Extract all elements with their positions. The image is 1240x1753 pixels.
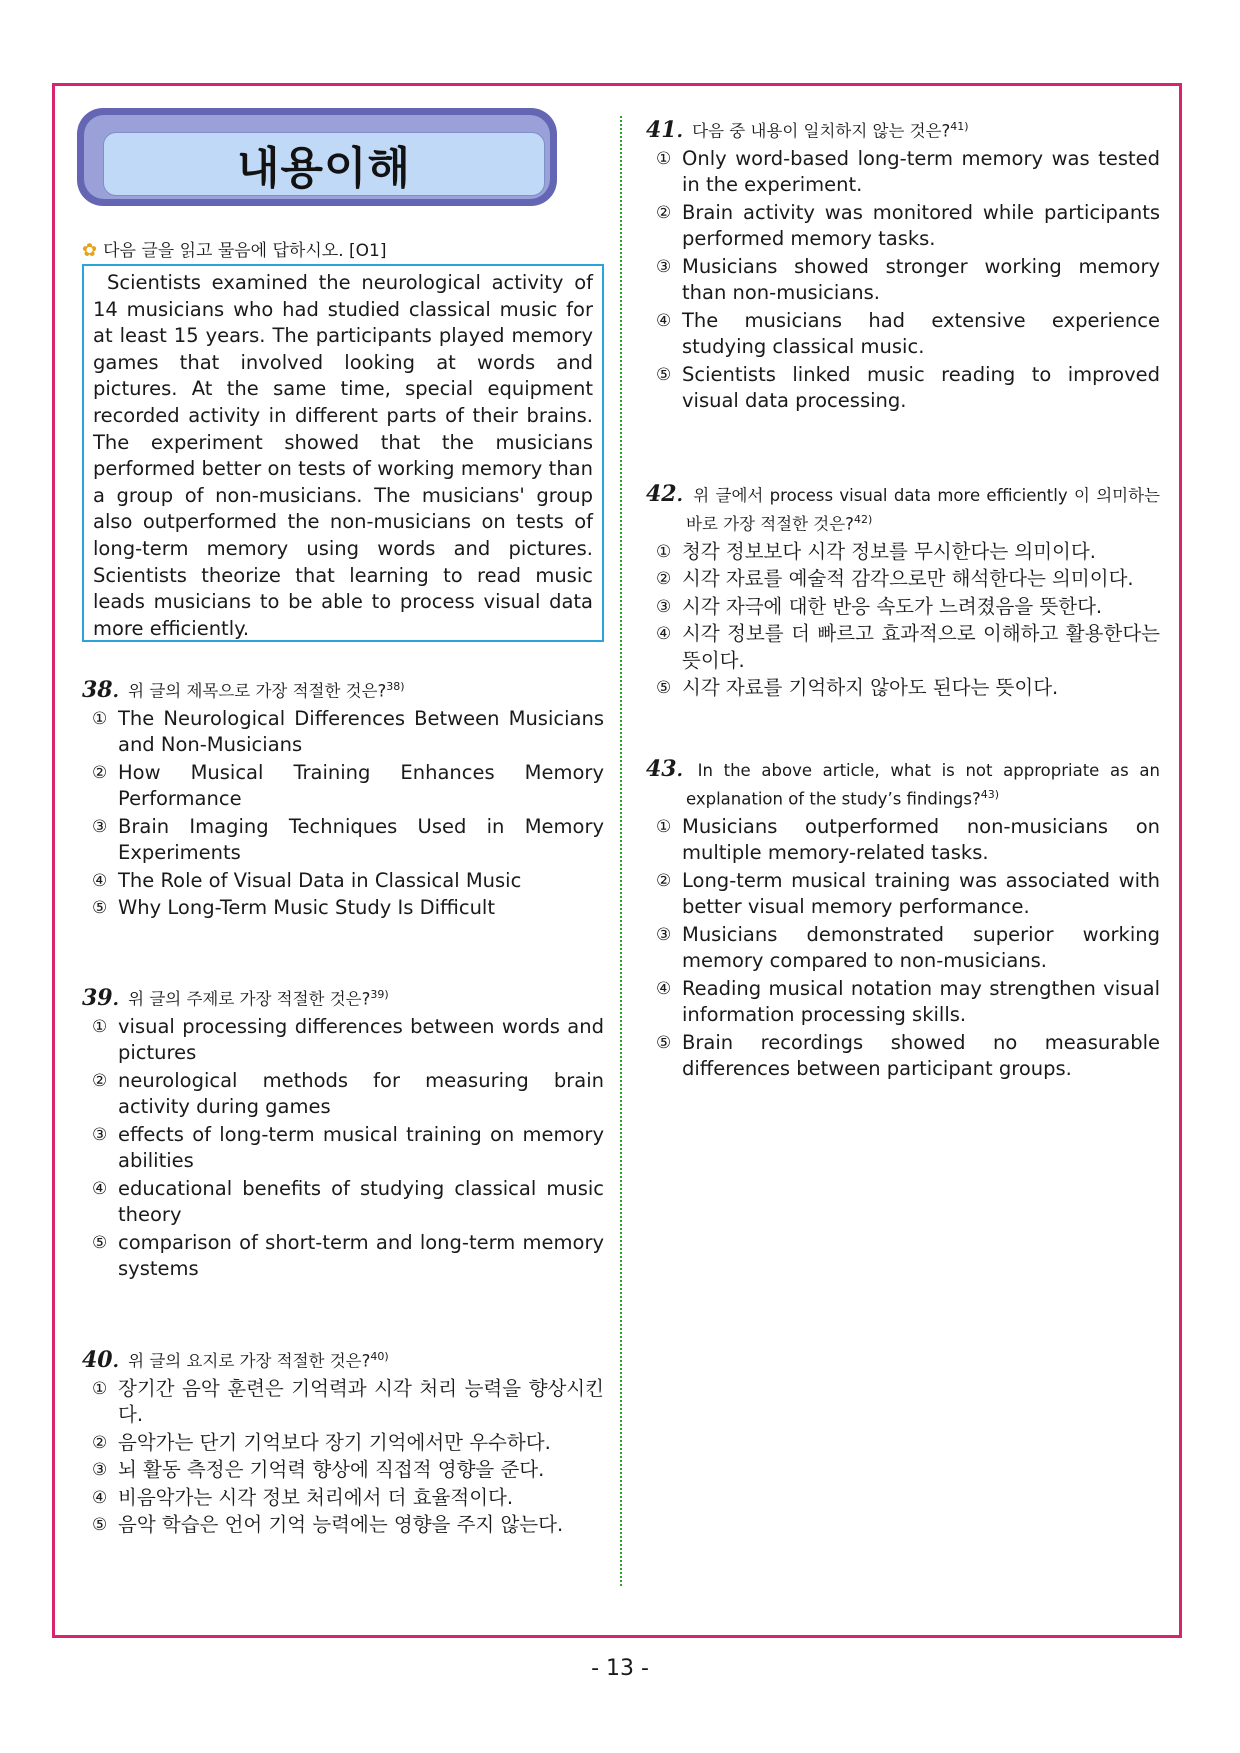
question-number: 42. bbox=[646, 481, 683, 507]
option[interactable]: ⑤ 시각 자료를 기억하지 않아도 된다는 뜻이다. bbox=[656, 676, 1059, 699]
option[interactable]: ⑤ comparison of short-term and long-term memory systems bbox=[92, 1230, 604, 1280]
question-prompt: In the above article, what is not appropriate as an explanation of the study’s findings? bbox=[686, 761, 1160, 809]
question-39 bbox=[82, 983, 604, 1284]
option[interactable]: ④ Reading musical notation may strengthen visual information processing skills. bbox=[656, 976, 1160, 1026]
option[interactable]: ② Brain activity was monitored while participants performed memory tasks. bbox=[656, 200, 1160, 250]
option[interactable]: ② How Musical Training Enhances Memory Performance bbox=[92, 760, 604, 810]
option[interactable]: ① 장기간 음악 훈련은 기억력과 시각 처리 능력을 향상시킨다. bbox=[92, 1376, 604, 1426]
section-title: 내용이해 bbox=[236, 143, 411, 194]
option[interactable]: ③ Musicians demonstrated superior working memory compared to non-musicians. bbox=[656, 922, 1160, 972]
question-38 bbox=[82, 675, 604, 923]
footnote-ref: 42) bbox=[853, 513, 873, 526]
section-title-banner bbox=[77, 108, 557, 206]
option[interactable]: ① visual processing differences between words and pictures bbox=[92, 1014, 604, 1064]
instruction-text: 다음 글을 읽고 물음에 답하시오. [O1] bbox=[103, 241, 387, 261]
option[interactable]: ① Only word-based long-term memory was tested in the experiment. bbox=[656, 146, 1160, 196]
option[interactable]: ④ 비음악가는 시각 정보 처리에서 더 효율적이다. bbox=[92, 1485, 514, 1509]
question-42 bbox=[646, 482, 1160, 703]
question-prompt: 위 글에서 process visual data more efficiently 이 의미하는 바로 가장 적절한 것은? bbox=[686, 486, 1160, 534]
option[interactable]: ③ 시각 자극에 대한 반응 속도가 느려졌음을 뜻한다. bbox=[656, 594, 1103, 618]
option[interactable]: ① Musicians outperformed non-musicians on multiple memory-related tasks. bbox=[656, 814, 1160, 864]
question-40 bbox=[82, 1345, 604, 1540]
option[interactable]: ⑤ Why Long-Term Music Study Is Difficult bbox=[92, 896, 495, 919]
question-prompt: 다음 중 내용이 일치하지 않는 것은? bbox=[692, 121, 951, 141]
footnote-ref: 40) bbox=[370, 1350, 389, 1363]
question-number: 40. bbox=[82, 1346, 119, 1373]
option[interactable]: ⑤ 음악 학습은 언어 기억 능력에는 영향을 주지 않는다. bbox=[92, 1513, 564, 1536]
question-prompt: 위 글의 주제로 가장 적절한 것은? bbox=[128, 989, 371, 1009]
option[interactable]: ② Long-term musical training was associated with better visual memory performance. bbox=[656, 868, 1160, 918]
footnote-ref: 38) bbox=[386, 680, 405, 693]
option[interactable]: ③ effects of long-term musical training on memory abilities bbox=[92, 1122, 604, 1172]
instruction bbox=[82, 236, 386, 261]
page-number: - 13 - bbox=[591, 1656, 649, 1681]
reading-passage bbox=[82, 264, 604, 642]
question-43 bbox=[646, 757, 1160, 1084]
option[interactable]: ② 시각 자료를 예술적 감각으로만 해석한다는 의미이다. bbox=[656, 567, 1134, 590]
option[interactable]: ④ The musicians had extensive experience studying classical music. bbox=[656, 308, 1160, 358]
footnote-ref: 39) bbox=[370, 988, 389, 1001]
footnote-ref: 43) bbox=[980, 788, 1000, 801]
column-divider bbox=[620, 116, 622, 1586]
option[interactable]: ② 음악가는 단기 기억보다 장기 기억에서만 우수하다. bbox=[92, 1430, 551, 1454]
option[interactable]: ③ 뇌 활동 측정은 기억력 향상에 직접적 영향을 준다. bbox=[92, 1458, 545, 1481]
question-number: 38. bbox=[82, 676, 119, 703]
question-prompt: 위 글의 요지로 가장 적절한 것은? bbox=[128, 1351, 371, 1371]
question-number: 39. bbox=[82, 984, 119, 1011]
question-prompt: 위 글의 제목으로 가장 적절한 것은? bbox=[128, 681, 387, 701]
question-number: 41. bbox=[646, 116, 683, 143]
option[interactable]: ③ Brain Imaging Techniques Used in Memory Experiments bbox=[92, 814, 604, 864]
passage-text: Scientists examined the neurological activity of 14 musicians who had studied classical music for at least 15 years. The participants played memory games that involved looking at words and pictures. At the same time, special equipment recorded activity in different parts of their brains. The experiment showed that the musicians performed better on tests of working memory than a group of non-musicians. The musicians' group also outperformed the non-musicians on tests of long-term memory using words and pictures. Scientists theorize that learning to read music leads musicians to be able to process visual data more efficiently. bbox=[93, 271, 593, 640]
option[interactable]: ③ Musicians showed stronger working memory than non-musicians. bbox=[656, 254, 1160, 304]
option[interactable]: ④ The Role of Visual Data in Classical Music bbox=[92, 868, 522, 892]
footnote-ref: 41) bbox=[950, 120, 969, 133]
option[interactable]: ④ 시각 정보를 더 빠르고 효과적으로 이해하고 활용한다는 뜻이다. bbox=[656, 622, 1160, 672]
question-number: 43. bbox=[646, 756, 683, 782]
option[interactable]: ⑤ Scientists linked music reading to improved visual data processing. bbox=[656, 362, 1160, 412]
flower-icon: ✿ bbox=[82, 240, 98, 261]
option[interactable]: ① 청각 정보보다 시각 정보를 무시한다는 의미이다. bbox=[656, 539, 1096, 563]
option[interactable]: ① The Neurological Differences Between Musicians and Non-Musicians bbox=[92, 706, 604, 756]
option[interactable]: ② neurological methods for measuring brain activity during games bbox=[92, 1068, 604, 1118]
option[interactable]: ④ educational benefits of studying classical music theory bbox=[92, 1176, 604, 1226]
option[interactable]: ⑤ Brain recordings showed no measurable differences between participant groups. bbox=[656, 1030, 1160, 1080]
question-41 bbox=[646, 115, 1160, 416]
